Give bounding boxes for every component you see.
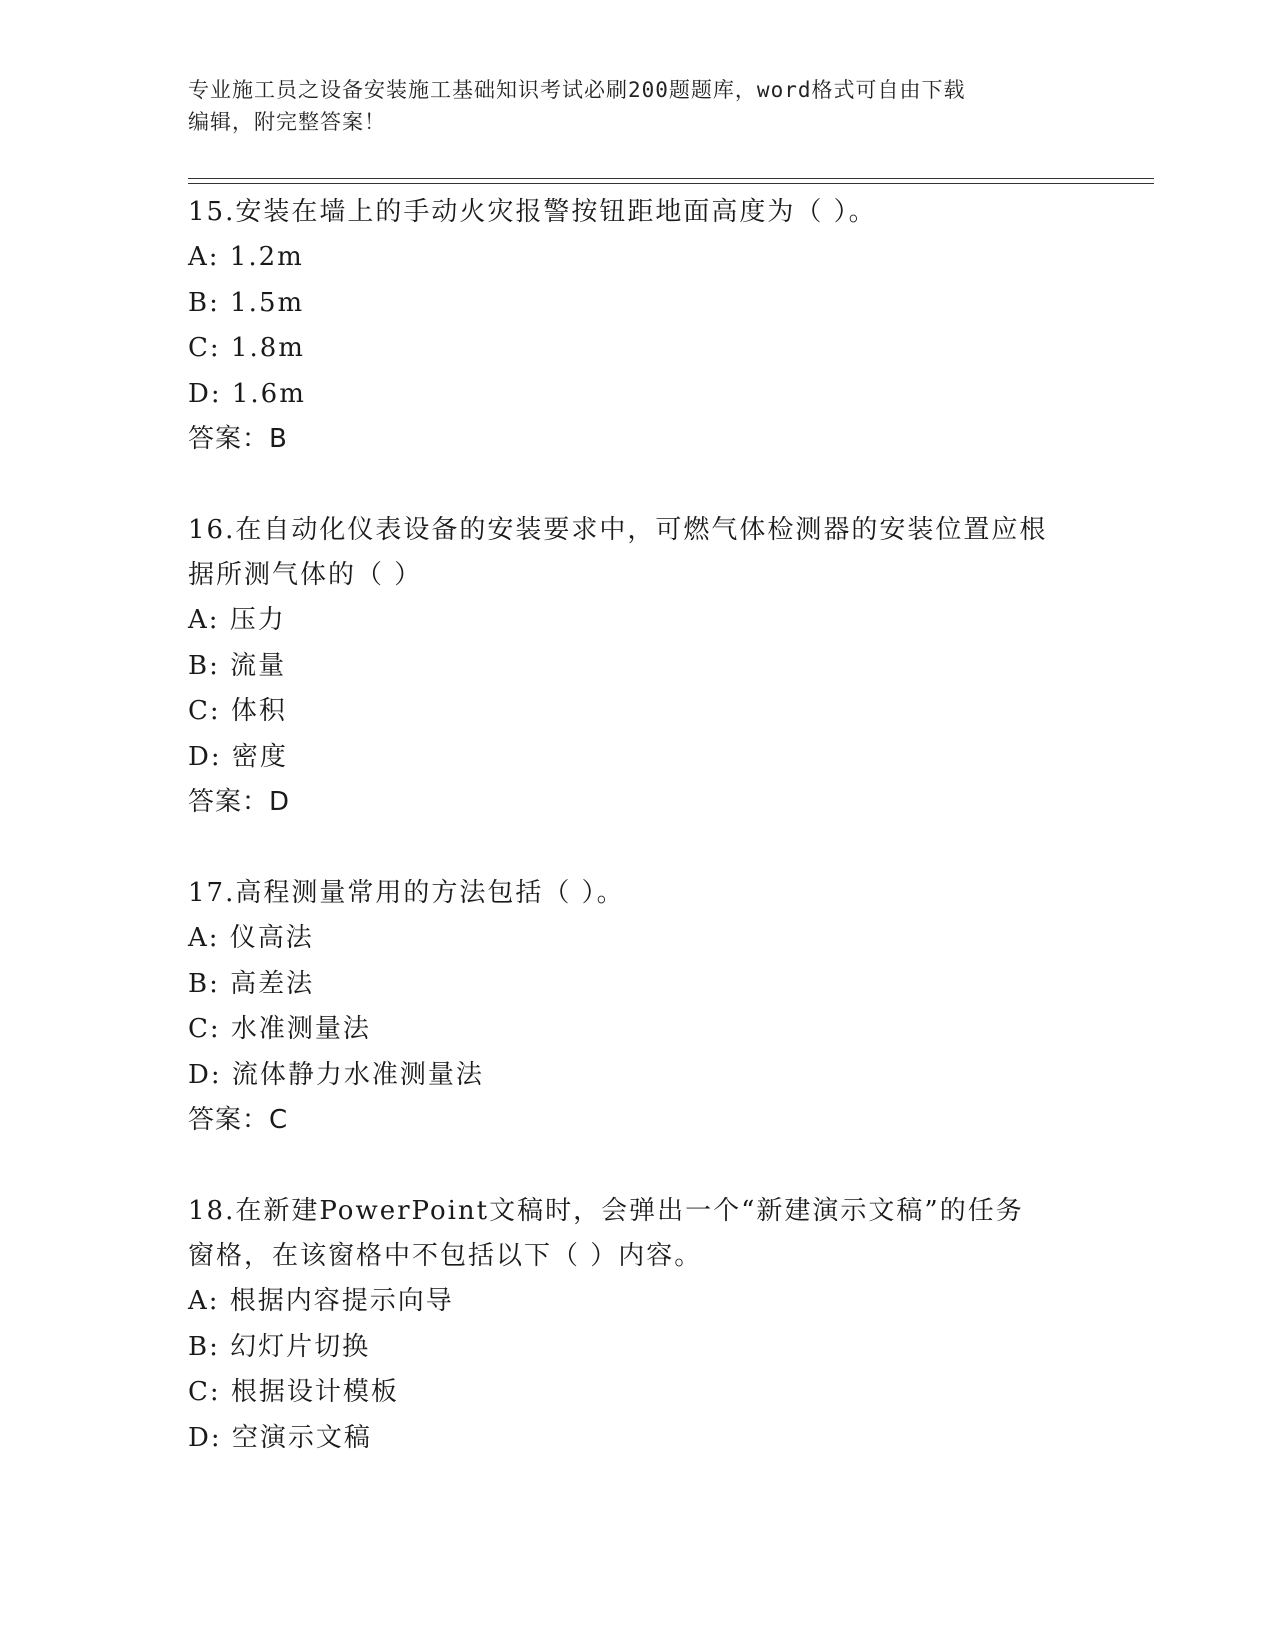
- question-list: [188, 190, 1088, 1507]
- question-stem-line-2: 据所测气体的（ ）: [188, 560, 423, 590]
- question-stem-line-2: 窗格，在该窗格中不包括以下（ ）内容。: [188, 1241, 703, 1271]
- option-b: B: 1.5m: [188, 287, 305, 318]
- document-header: [188, 74, 1068, 138]
- option-a: A: 仪高法: [188, 923, 314, 953]
- option-a: A: 根据内容提示向导: [188, 1286, 454, 1316]
- question-stem: 17.高程测量常用的方法包括（ ）。: [188, 878, 625, 908]
- option-a: A: 1.2m: [188, 242, 304, 272]
- header-line-2: 编辑，附完整答案！: [188, 110, 386, 134]
- question-18: [188, 1189, 1088, 1461]
- answer: 答案：D: [188, 787, 291, 817]
- option-b: B: 流量: [188, 650, 287, 681]
- option-c: C: 水准测量法: [188, 1014, 371, 1044]
- header-divider-top: [188, 178, 1154, 179]
- question-stem-line-1: 18.在新建PowerPoint文稿时，会弹出一个“新建演示文稿”的任务: [188, 1196, 1024, 1226]
- option-c: C: 体积: [188, 696, 287, 726]
- answer: 答案：B: [188, 424, 288, 454]
- question-16: [188, 508, 1088, 825]
- option-a: A: 压力: [188, 605, 286, 635]
- question-stem-line-1: 16.在自动化仪表设备的安装要求中，可燃气体检测器的安装位置应根: [188, 515, 1048, 545]
- option-c: C: 根据设计模板: [188, 1377, 399, 1407]
- option-c: C: 1.8m: [188, 333, 305, 363]
- option-b: B: 幻灯片切换: [188, 1331, 371, 1362]
- question-17: [188, 871, 1088, 1143]
- option-b: B: 高差法: [188, 968, 315, 999]
- option-d: D: 密度: [188, 741, 288, 772]
- header-line-1: 专业施工员之设备安装施工基础知识考试必刷200题题库，word格式可自由下载: [188, 78, 966, 102]
- answer: 答案：C: [188, 1105, 289, 1135]
- option-d: D: 1.6m: [188, 378, 306, 409]
- option-d: D: 空演示文稿: [188, 1422, 372, 1453]
- question-stem: 15.安装在墙上的手动火灾报警按钮距地面高度为（ ）。: [188, 197, 877, 227]
- option-d: D: 流体静力水准测量法: [188, 1059, 484, 1090]
- question-15: [188, 190, 1088, 462]
- header-divider-bottom: [188, 183, 1154, 184]
